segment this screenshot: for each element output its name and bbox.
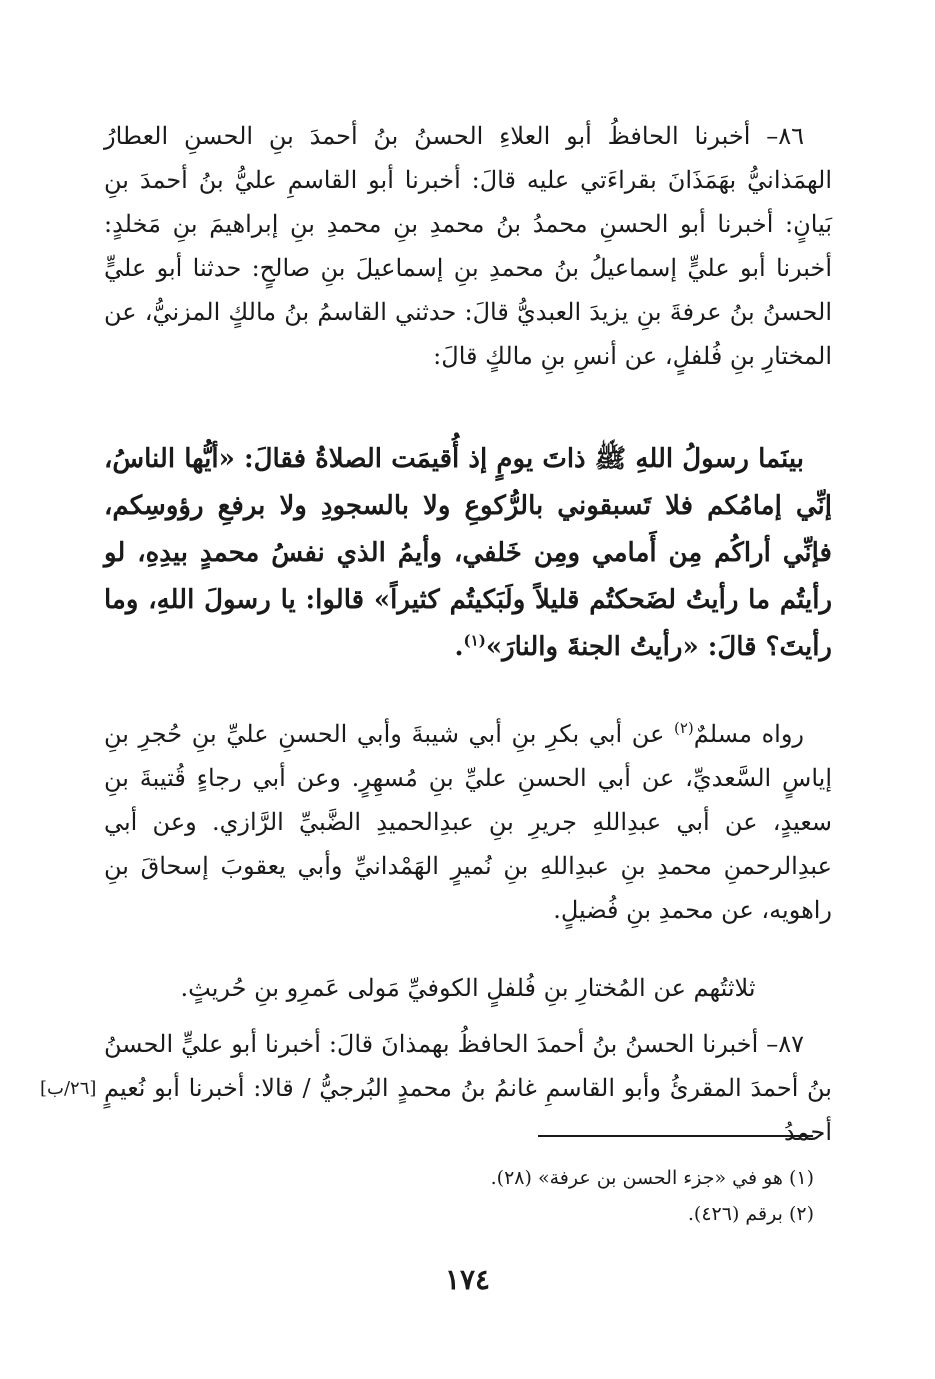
footnotes-section <box>104 1160 814 1232</box>
narration-start: رواه مسلمٌ <box>693 720 804 748</box>
footnote-ref-2[interactable]: (٢) <box>674 719 694 737</box>
manuscript-folio-reference: [٢٦/ب] <box>40 1078 97 1099</box>
paragraph-86-text: ٨٦– أخبرنا الحافظُ أبو العلاءِ الحسنُ بنُ أحمدَ بنِ الحسنِ العطارُ الهمَذانيُّ بهَمَذَانَ بقراءَتي عليه قالَ: أخبرنا أبو القاسمِ عليُّ بنُ أحمدَ بنِ بَيانٍ: أخبرنا أبو الحسنِ محمدُ بنُ محمدِ بنِ محمدِ بنِ إبراهيمَ بنِ مَخلدٍ: أخبرنا أبو عليٍّ إسماعيلُ بنُ محمدِ بنِ إسماعيلَ بنِ صالحٍ: حدثنا أبو عليٍّ الحسنُ بنُ عرفةَ بنِ يزيدَ العبديُّ قالَ: حدثني القاسمُ بنُ مالكٍ المزنيُّ، عن المختارِ بنِ فُلفلٍ، عن أنسِ بنِ مالكٍ قالَ: <box>104 122 832 370</box>
paragraph-86 <box>104 114 832 378</box>
footnote-1: (١) هو في «جزء الحسن بن عرفة» (٢٨). <box>490 1167 814 1189</box>
page-number: ١٧٤ <box>444 1263 491 1296</box>
narration-rest: عن أبي بكرِ بنِ أبي شيبةَ وأبي الحسنِ عليِّ بنِ حُجرِ بنِ إياسٍ السَّعديِّ، عن أبي الحسنِ عليِّ بنِ مُسهِرٍ. وعن أبي رجاءٍ قُتيبةَ بنِ سعيدٍ، عن أبي عبدِاللهِ جريرِ بنِ عبدِالحميدِ الضَّبيِّ الرَّازي. وعن أبي عبدِالرحمنِ محمدِ بنِ عبدِاللهِ بنِ نُميرٍ الهَمْدانيِّ وأبي يعقوبَ إسحاقَ بنِ راهويه، عن محمدِ بنِ فُضيلٍ. <box>104 720 832 924</box>
footnote-ref-1[interactable]: (١) <box>463 631 486 650</box>
hadith-body: بينَما رسولُ اللهِ ﷺ ذاتَ يومٍ إذ أُقيمَت الصلاةُ فقالَ: «أيُّها الناسُ، إنِّي إمامُكم فلا تَسبقوني بالرُّكوعِ ولا بالسجودِ ولا برفعِ رؤوسِكم، فإنِّي أراكُم مِن أَمامي ومِن خَلفي، وأيمُ الذي نفسُ محمدٍ بيدِهِ، لو رأيتُم ما رأيتُ لضَحكتُم قليلاً ولَبَكيتُم كثيراً» قالوا: يا رسولَ اللهِ، وما رأيتَ؟ قالَ: «رأيتُ الجنةَ والنارَ» <box>104 444 832 662</box>
hadith-end: . <box>454 632 464 662</box>
footnote-divider <box>538 1135 813 1137</box>
paragraph-87-text: ٨٧– أخبرنا الحسنُ بنُ أحمدَ الحافظُ بهمذانَ قالَ: أخبرنا أبو عليٍّ الحسنُ بنُ أحمدَ المقرئُ وأبو القاسمِ غانمُ بنُ محمدٍ البُرجيُّ / قالا: أخبرنا أبو نُعيمٍ أحمدُ <box>104 1030 832 1146</box>
narration-paragraph <box>104 712 832 932</box>
chain-summary: ثلاثتُهم عن المُختارِ بنِ فُلفلٍ الكوفيِّ مَولى عَمرِو بنِ حُريثٍ. <box>180 974 756 1002</box>
footnote-2: (٢) برقم (٤٢٦). <box>687 1203 814 1225</box>
hadith-text <box>104 436 832 671</box>
